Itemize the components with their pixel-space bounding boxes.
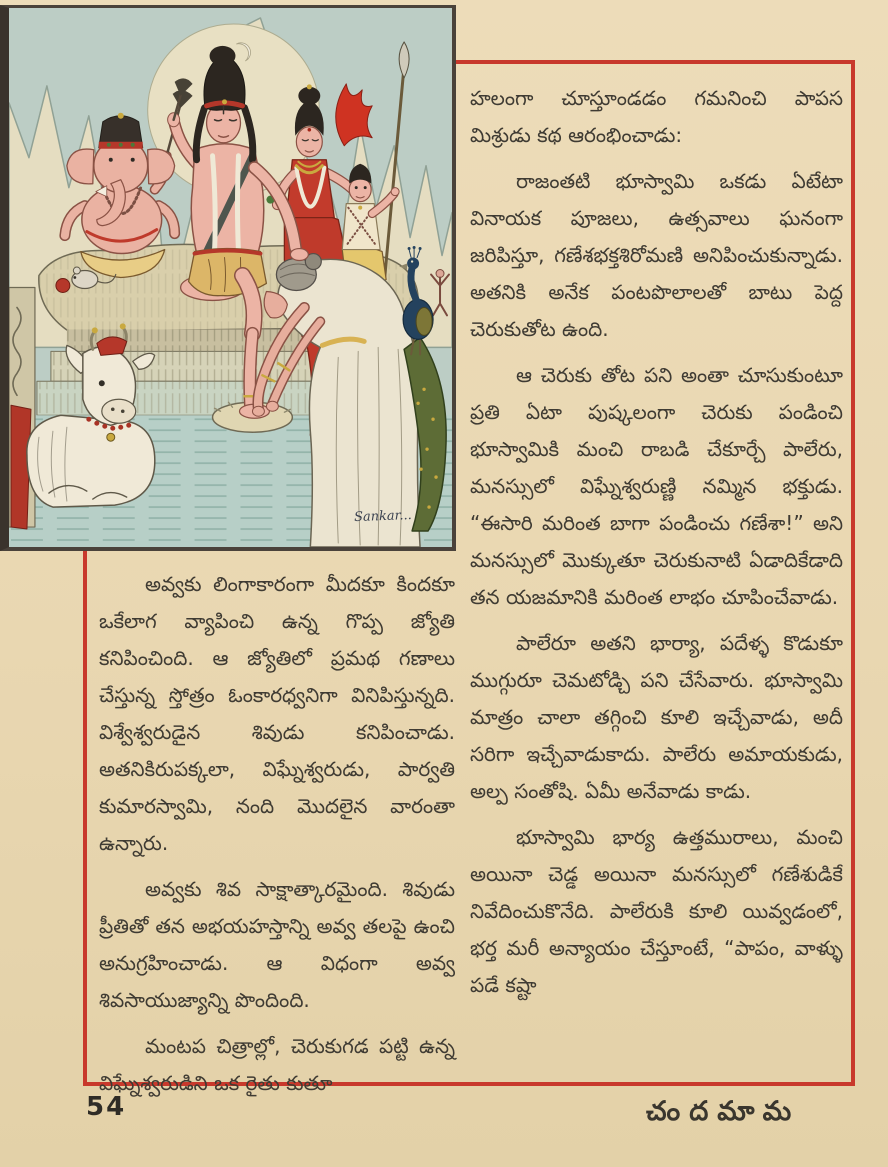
magazine-title: చందమామ <box>646 1096 801 1127</box>
paragraph: మంటప చిత్రాల్లో, చెరుకుగడ పట్టి ఉన్న విఘ్నేశ్వరుడిని ఒక రైతు కుతూ <box>99 1034 455 1095</box>
paragraph: పాలేరూ అతని భార్యా, పదేళ్ళ కొడుకూ ముగ్గురూ చెమటోడ్చి పని చేసేవారు. భూస్వామి మాత్రం చాలా తగ్గించి కూలి ఇచ్చేవాడు, అదీ సరిగా ఇచ్చేవాడుకాదు. పాలేరు అమాయకుడు, అల్ప సంతోషి. ఏమీ అనేవాడు కాడు. <box>470 631 843 803</box>
right-text-column <box>470 80 843 1013</box>
page-number: 54 <box>86 1092 127 1122</box>
carved-pillar <box>9 287 35 529</box>
paragraph: ఆ చెరుకు తోట పని అంతా చూసుకుంటూ ప్రతి ఏటా పుష్కలంగా చెరుకు పండించి భూస్వామికి మంచి రాబడి చేకూర్చే పాలేరు, మనస్సులో విఘ్నేశ్వరుణ్ణి నమ్మిన భక్తుడు. “ఈసారి మరింత బాగా పండించు గణేశా!” అని మనస్సులో మొక్కుతూ చెరుకునాటి ఏడాదికేడాది తన యజమానికి మరింత లాభం చూపించేవాడు. <box>470 363 843 609</box>
paragraph: భూస్వామి భార్య ఉత్తమురాలు, మంచి అయినా చెడ్డ అయినా మనస్సులో గణేశుడికే నివేదించుకొనేది. పాలేరుకి కూలి యివ్వడంలో, భర్త మరీ అన్యాయం చేస్తూంటే, “పాపం, వాళ్ళు పడే కష్టా <box>470 825 843 997</box>
left-text-column <box>99 566 455 1111</box>
artist-signature: Sankar... <box>353 508 413 526</box>
paragraph: అవ్వకు శివ సాక్షాత్కారమైంది. శివుడు ప్రీతితో తన అభయహస్తాన్ని అవ్వ తలపై ఉంచి అనుగ్రహించాడు. ఆ విధంగా అవ్వ శివసాయుజ్యాన్ని పొందింది. <box>99 877 455 1012</box>
paragraph: రాజంతటి భూస్వామి ఒకడు ఏటేటా వినాయక పూజలు, ఉత్సవాలు ఘనంగా జరిపిస్తూ, గణేశభక్తశిరోమణి అనిపించుకున్నాడు. అతనికి అనేక పంటపొలాలతో బాటు పెద్ద చెరుకుతోట ఉంది. <box>470 169 843 341</box>
paragraph: హలంగా చూస్తూండడం గమనించి పాపస మిశ్రుడు కథ ఆరంభించాడు: <box>470 86 843 147</box>
story-illustration <box>0 5 456 551</box>
paragraph: అవ్వకు లింగాకారంగా మీదకూ కిందకూ ఒకేలాగ వ్యాపించి ఉన్న గొప్ప జ్యోతి కనిపించింది. ఆ జ్యోతిలో ప్రమథ గణాలు చేస్తున్న స్తోత్రం ఓంకారధ్వనిగా వినిపిస్తున్నది. విశ్వేశ్వరుడైన శివుడు కనిపించాడు. అతనికిరుపక్కలా, విఘ్నేశ్వరుడు, పార్వతి కుమారస్వామి, నంది మొదలైన వారంతా ఉన్నారు. <box>99 572 455 855</box>
